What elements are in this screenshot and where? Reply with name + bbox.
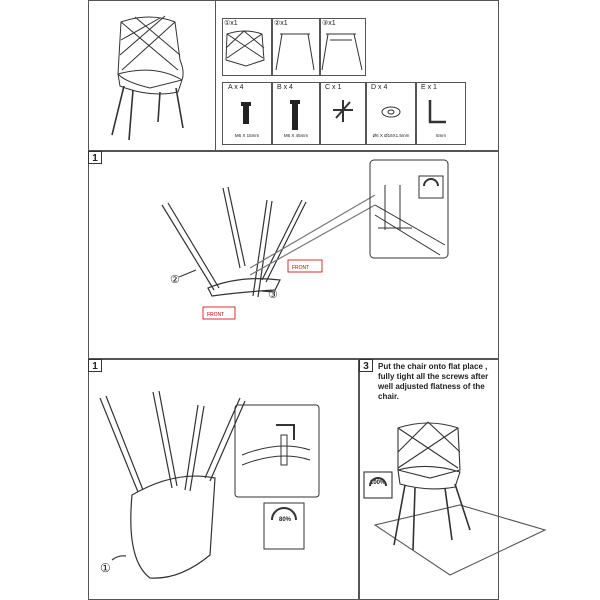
step-1b-number: 1 — [88, 359, 102, 372]
hardware-c-code: C x 1 — [325, 84, 342, 91]
hardware-d-code: D x 4 — [371, 84, 388, 91]
allen-key-e-icon — [430, 100, 446, 122]
bracket-c-icon — [333, 100, 353, 122]
part-2-callout: ② — [170, 274, 180, 286]
step-3-number: 3 — [359, 359, 373, 372]
hardware-e-code: E x 1 — [421, 84, 437, 91]
part-3-callout: ③ — [268, 289, 278, 301]
hardware-a-spec: M6 X 15mm — [234, 133, 260, 138]
bolt-b-icon — [290, 100, 300, 130]
part-2-legs-drawing — [276, 34, 314, 70]
torque-80-label: 80% — [279, 517, 292, 523]
detail-callout-step1b — [235, 405, 319, 549]
part-1-callout: ① — [100, 561, 111, 575]
part-1-qty: ①x1 — [224, 20, 238, 27]
hardware-b-code: B x 4 — [277, 84, 293, 91]
hardware-a-code: A x 4 — [228, 84, 244, 91]
step-3-instruction: Put the chair onto flat place , fully tight all the screws after well adjusted flatness of the chair. — [378, 362, 489, 401]
torque-100-label: 100% — [370, 480, 386, 486]
part-3-qty: ③x1 — [322, 20, 336, 27]
washer-d-icon — [382, 107, 400, 117]
front-tag-2: FRONT — [207, 312, 225, 318]
part-2-qty: ②x1 — [274, 20, 288, 27]
part-3-legs-drawing — [322, 34, 362, 70]
hardware-b-spec: M6 X 45mm — [283, 133, 309, 138]
frame-legs-drawing — [162, 187, 375, 297]
hardware-d-spec: Ø6 X Ø16X1.5mm — [372, 133, 410, 138]
hardware-e-spec: 5mm — [436, 133, 446, 138]
step-1-number: 1 — [88, 151, 102, 164]
bolt-a-icon — [241, 102, 251, 124]
assembled-chair-drawing — [364, 422, 545, 575]
detail-callout-step1 — [370, 160, 448, 258]
seat-with-legs-drawing — [100, 391, 245, 578]
part-1-seat-drawing — [226, 31, 264, 66]
chair-overview-drawing — [112, 16, 183, 140]
front-tag-1: FRONT — [292, 265, 310, 271]
